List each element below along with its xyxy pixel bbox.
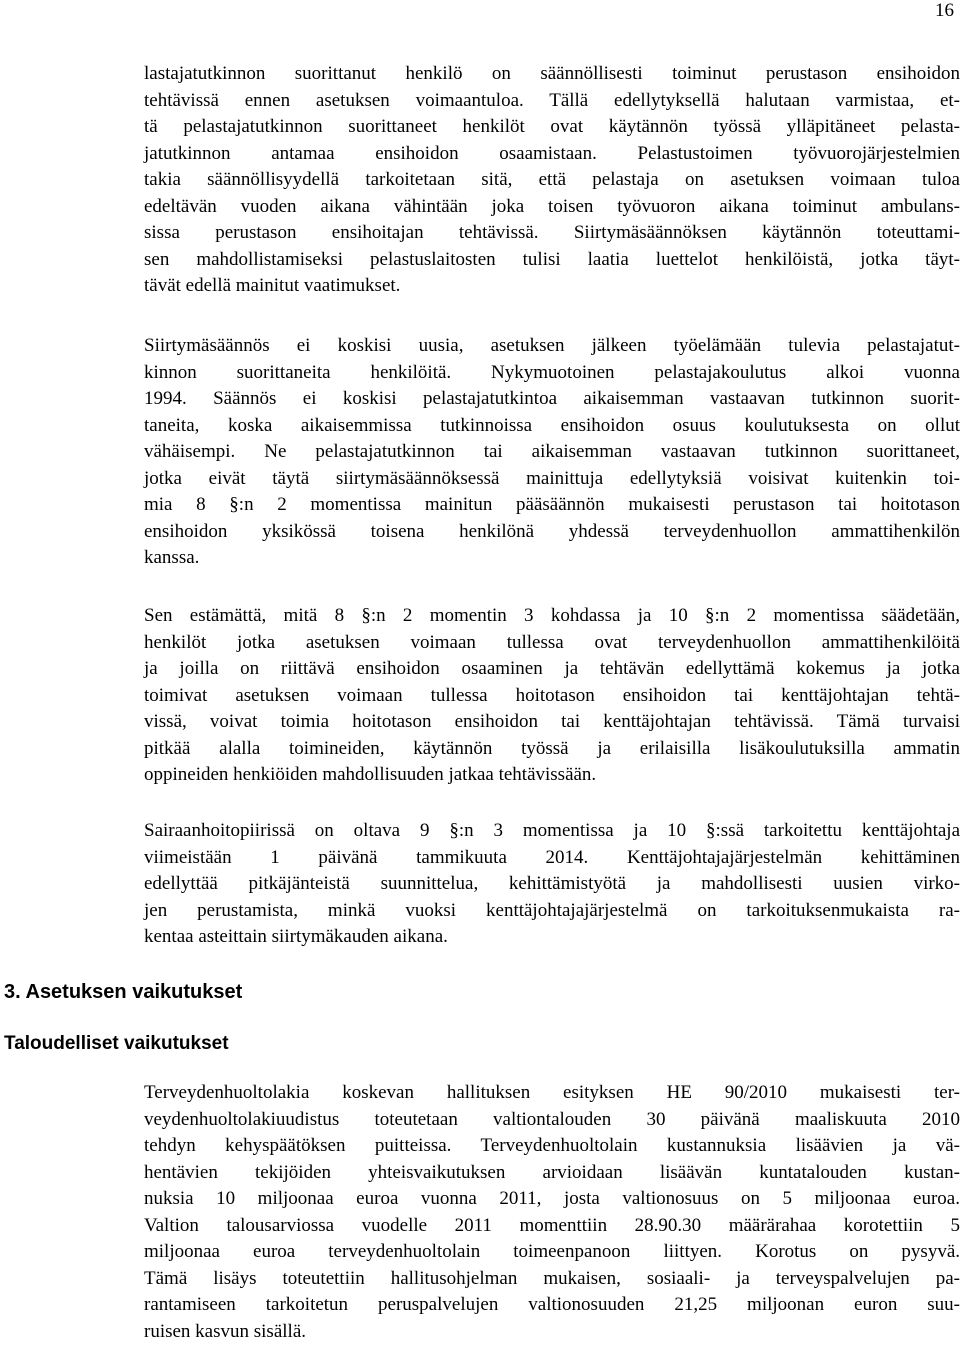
- text-line: ja joilla on riittävä ensihoidon osaaminen ja tehtävän edellyttämä kokemus ja jotka: [144, 658, 960, 679]
- paragraph-economic-effects: [144, 1080, 960, 1345]
- text-line: tävät edellä mainitut vaatimukset.: [144, 275, 401, 296]
- text-line: toimivat asetuksen voimaan tullessa hoitotason ensihoidon tai kenttäjohtajan tehtä-: [144, 684, 960, 706]
- text-line: tehdyn kehyspäätöksen puitteissa. Terveydenhuoltolain kustannuksia lisäävien ja vä-: [144, 1135, 960, 1156]
- text-line: tä pelastajatutkinnon suorittaneet henkilöt ovat käytännön työssä ylläpitäneet pelasta-: [144, 116, 960, 137]
- text-line: edellyttää pitkäjänteistä suunnittelua, kehittämistyötä ja mahdollisesti uusien virko-: [144, 873, 960, 894]
- paragraph-transition-scope: [144, 333, 960, 572]
- text-line: tehtävissä ennen asetuksen voimaantuloa. Tällä edellytyksellä halutaan varmistaa, et-: [144, 89, 960, 111]
- text-line: jotka eivät täytä siirtymäsäännöksessä mainittuja edellytyksiä voisivat kuitenkin toi-: [144, 467, 960, 489]
- text-line: pitkää alalla toimineiden, käytännön työssä ja erilaisilla lisäkoulutuksilla ammatin: [144, 737, 960, 759]
- text-line: Terveydenhuoltolakia koskevan hallituksen esityksen HE 90/2010 mukaisesti ter-: [144, 1082, 960, 1103]
- text-line: kentaa asteittain siirtymäkauden aikana.: [144, 926, 448, 947]
- text-line: oppineiden henkiöiden mahdollisuuden jatkaa tehtävissään.: [144, 764, 597, 785]
- paragraph-field-commander: [144, 818, 960, 951]
- paragraph-transition-pelastajat: [144, 61, 960, 300]
- text-line: kinnon suorittaneita henkilöitä. Nykymuotoinen pelastajakoulutus alkoi vuonna: [144, 361, 960, 383]
- text-line: hentävien tekijöiden yhteisvaikutuksen arvioidaan lisäävän kuntatalouden kustan-: [144, 1161, 960, 1183]
- text-line: rantamiseen tarkoitetun peruspalvelujen valtionosuuden 21,25 miljoonan euron suu-: [144, 1294, 960, 1315]
- text-line: kanssa.: [144, 547, 200, 568]
- text-line: vissä, voivat toimia hoitotason ensihoidon tai kenttäjohtajan tehtävissä. Tämä turvaisi: [144, 711, 960, 732]
- text-line: jen perustamista, minkä vuoksi kenttäjohtajajärjestelmä on tarkoituksenmukaista ra-: [144, 899, 960, 921]
- text-line: sissa perustason ensihoitajan tehtävissä. Siirtymäsäännöksen käytännön toteuttami-: [144, 222, 960, 243]
- text-line: henkilöt jotka asetuksen voimaan tullessa ovat terveydenhuollon ammattihenkilöitä: [144, 631, 960, 653]
- text-line: veydenhuoltolakiuudistus toteutetaan valtiontalouden 30 päivänä maaliskuuta 2010: [144, 1108, 960, 1130]
- text-line: nuksia 10 miljoonaa euroa vuonna 2011, josta valtionosuus on 5 miljoonaa euroa.: [144, 1188, 960, 1209]
- text-line: lastajatutkinnon suorittanut henkilö on säännöllisesti toiminut perustason ensihoidon: [144, 63, 960, 84]
- text-line: miljoonaa euroa terveydenhuoltolain toimeenpanoon liittyen. Korotus on pysyvä.: [144, 1241, 960, 1262]
- subsection-heading: Taloudelliset vaikutukset: [4, 1033, 229, 1054]
- page-number: 16: [935, 0, 954, 21]
- text-line: ruisen kasvun sisällä.: [144, 1320, 307, 1342]
- text-line: sen mahdollistamiseksi pelastuslaitosten tulisi laatia luettelot henkilöistä, jotka täyt-: [144, 248, 960, 270]
- paragraph-health-professionals: [144, 603, 960, 789]
- text-line: Valtion talousarviossa vuodelle 2011 momenttiin 28.90.30 määrärahaa korotettiin 5: [144, 1214, 960, 1236]
- text-line: taneita, koska aikaisemmissa tutkinnoissa ensihoidon osuus koulutuksesta on ollut: [144, 414, 960, 436]
- text-line: viimeistään 1 päivänä tammikuuta 2014. Kenttäjohtajajärjestelmän kehittäminen: [144, 846, 960, 868]
- text-line: 1994. Säännös ei koskisi pelastajatutkintoa aikaisemman vastaavan tutkinnon suorit-: [144, 388, 960, 409]
- text-line: Tämä lisäys toteutettiin hallitusohjelman mukaisen, sosiaali- ja terveyspalvelujen pa-: [144, 1267, 960, 1289]
- text-line: vähäisempi. Ne pelastajatutkinnon tai aikaisemman vastaavan tutkinnon suorittaneet,: [144, 441, 960, 462]
- text-line: Siirtymäsäännös ei koskisi uusia, asetuksen jälkeen työelämään tulevia pelastajatut-: [144, 335, 960, 356]
- text-line: edeltävän vuoden aikana vähintään joka toisen työvuoron aikana toiminut ambulans-: [144, 195, 960, 217]
- text-line: takia säännöllisyydellä tarkoitetaan sitä, että pelastaja on asetuksen voimaan tuloa: [144, 169, 960, 190]
- section-heading: 3. Asetuksen vaikutukset: [4, 981, 243, 1003]
- text-line: mia 8 §:n 2 momentissa mainitun pääsäännön mukaisesti perustason tai hoitotason: [144, 494, 960, 515]
- text-line: Sen estämättä, mitä 8 §:n 2 momentin 3 kohdassa ja 10 §:n 2 momentissa säädetään,: [144, 605, 960, 626]
- text-line: jatutkinnon antamaa ensihoidon osaamistaan. Pelastustoimen työvuorojärjestelmien: [144, 142, 960, 164]
- text-line: ensihoidon yksikössä toisena henkilönä yhdessä terveydenhuollon ammattihenkilön: [144, 520, 960, 542]
- text-line: Sairaanhoitopiirissä on oltava 9 §:n 3 momentissa ja 10 §:ssä tarkoitettu kenttäjohtaja: [144, 820, 960, 841]
